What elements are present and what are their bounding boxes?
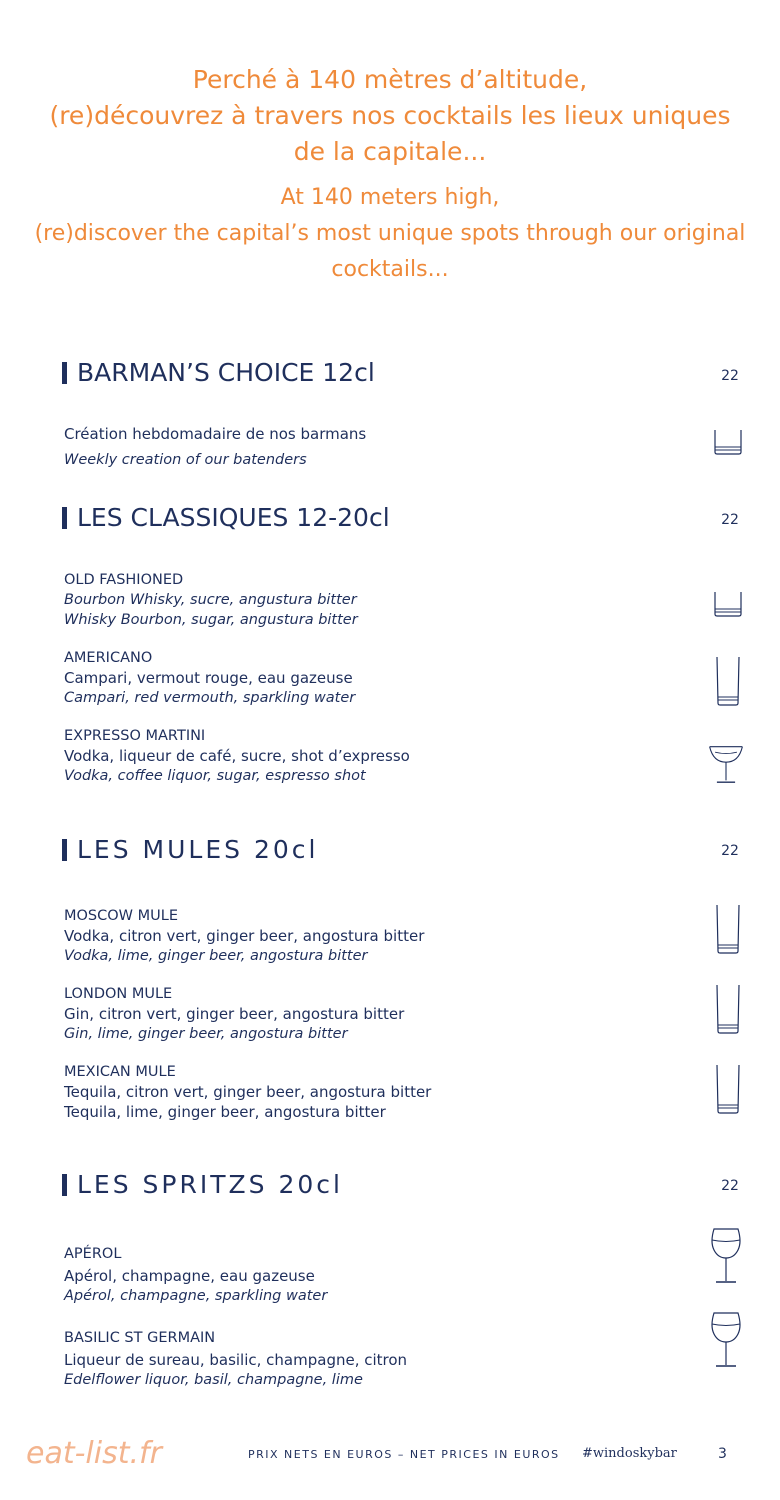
section-price: 22 — [721, 368, 739, 384]
intro-en-line: (re)discover the capital’s most unique spots through our original — [34, 221, 746, 246]
item-description-fr: Liqueur de sureau, basilic, champagne, citron — [64, 1351, 408, 1369]
menu-item — [64, 424, 684, 470]
menu-item — [64, 726, 684, 786]
watermark-logo: eat-list.fr — [26, 1436, 162, 1471]
intro-english — [0, 180, 780, 288]
menu-item — [64, 1244, 684, 1306]
item-description-fr: Campari, vermout rouge, eau gazeuse — [64, 669, 353, 687]
item-description-fr: Vodka, liqueur de café, sucre, shot d’expresso — [64, 747, 410, 765]
item-description-fr: Création hebdomadaire de nos barmans — [64, 425, 367, 443]
item-description-en: Edelflower liquor, basil, champagne, lime — [64, 1372, 363, 1388]
menu-item — [64, 648, 684, 708]
item-description-en: Vodka, lime, ginger beer, angostura bitter — [64, 948, 368, 964]
item-name: EXPRESSO MARTINI — [64, 728, 206, 744]
section-bar — [62, 839, 67, 861]
rocks-glass-icon — [708, 586, 748, 630]
section-title-text: LES SPRITZS 20cl — [77, 1170, 343, 1199]
item-description-fr: Gin, citron vert, ginger beer, angostura bitter — [64, 1005, 405, 1023]
section-price: 22 — [721, 843, 739, 859]
section-bar — [62, 362, 67, 384]
intro-fr-line: (re)découvrez à travers nos cocktails les lieux uniques — [49, 101, 731, 130]
intro-en-line: At 140 meters high, — [280, 185, 500, 210]
section-title-les-mules — [62, 835, 318, 864]
menu-item — [64, 906, 684, 966]
item-description-fr: Tequila, citron vert, ginger beer, angostura bitter — [64, 1083, 432, 1101]
highball-glass-icon — [708, 902, 748, 956]
item-description-en: Gin, lime, ginger beer, angostura bitter — [64, 1026, 348, 1042]
item-description-fr: Vodka, citron vert, ginger beer, angostura bitter — [64, 927, 425, 945]
section-price: 22 — [721, 1178, 739, 1194]
section-bar — [62, 507, 67, 529]
intro-en-line: cocktails... — [331, 257, 449, 282]
item-description-en: Apérol, champagne, sparkling water — [64, 1288, 328, 1304]
section-price: 22 — [721, 512, 739, 528]
section-title-les-classiques — [62, 503, 390, 532]
highball-glass-icon — [708, 1062, 748, 1116]
wine-glass-icon — [704, 1310, 748, 1370]
item-description-en: Whisky Bourbon, sugar, angustura bitter — [64, 612, 358, 628]
item-name: BASILIC ST GERMAIN — [64, 1330, 216, 1346]
hashtag: #windoskybar — [582, 1446, 677, 1461]
menu-item — [64, 1328, 684, 1390]
section-title-text: BARMAN’S CHOICE 12cl — [77, 358, 375, 387]
section-bar — [62, 1174, 67, 1196]
menu-item — [64, 1062, 684, 1122]
item-description-en: Tequila, lime, ginger beer, angostura bitter — [64, 1103, 386, 1121]
highball-glass-icon — [708, 654, 748, 708]
item-description-en: Weekly creation of our batenders — [64, 452, 307, 468]
item-name: APÉROL — [64, 1246, 122, 1262]
item-name: LONDON MULE — [64, 986, 173, 1002]
item-description-fr: Bourbon Whisky, sucre, angustura bitter — [64, 592, 357, 608]
rocks-glass-icon — [708, 424, 748, 468]
page-number: 3 — [718, 1446, 727, 1462]
menu-item — [64, 570, 684, 630]
item-name: MEXICAN MULE — [64, 1064, 176, 1080]
section-title-text: LES CLASSIQUES 12-20cl — [77, 503, 390, 532]
coupe-glass-icon — [706, 740, 746, 788]
intro-french — [0, 62, 780, 170]
item-description-en: Campari, red vermouth, sparkling water — [64, 690, 356, 706]
item-description-en: Vodka, coffee liquor, sugar, espresso shot — [64, 768, 366, 784]
net-prices-note: PRIX NETS EN EUROS – NET PRICES IN EUROS — [248, 1448, 560, 1461]
wine-glass-icon — [704, 1226, 748, 1286]
item-name: AMERICANO — [64, 650, 153, 666]
intro-fr-line: Perché à 140 mètres d’altitude, — [192, 65, 588, 94]
menu-item — [64, 984, 684, 1044]
item-description-fr: Apérol, champagne, eau gazeuse — [64, 1267, 315, 1285]
intro-fr-line: de la capitale... — [293, 137, 487, 166]
item-name: MOSCOW MULE — [64, 908, 178, 924]
section-title-text: LES MULES 20cl — [77, 835, 319, 864]
item-name: OLD FASHIONED — [64, 572, 184, 588]
highball-glass-icon — [708, 982, 748, 1036]
section-title-les-spritzs — [62, 1170, 343, 1199]
section-title-barmans-choice — [62, 358, 375, 387]
